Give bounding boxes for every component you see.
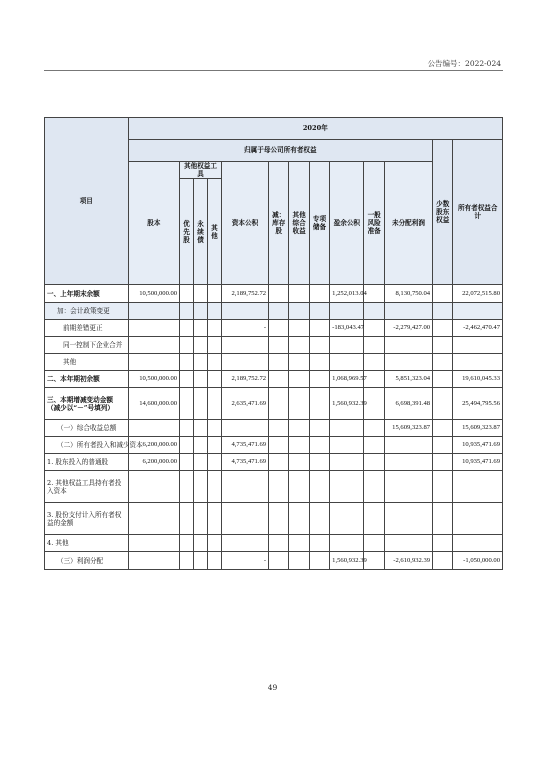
- header-surplus-reserve: 盈余公积: [330, 162, 364, 285]
- cell-minority: [433, 503, 453, 535]
- cell-treas: [269, 454, 289, 471]
- cell-minority: [433, 303, 453, 320]
- cell-share: [128, 420, 179, 437]
- cell-share: [128, 471, 179, 503]
- cell-special: [309, 303, 329, 320]
- cell-special: [309, 454, 329, 471]
- cell-perp: [194, 303, 208, 320]
- cell-perp: [194, 285, 208, 303]
- cell-surplus: [330, 503, 364, 535]
- cell-oci: [289, 354, 309, 371]
- cell-capres: -: [221, 320, 268, 337]
- cell-share: [128, 303, 179, 320]
- cell-treas: [269, 337, 289, 354]
- cell-pref: [180, 437, 194, 454]
- table-row: [45, 337, 503, 354]
- cell-other: [207, 454, 221, 471]
- cell-risk: [364, 471, 384, 503]
- cell-surplus: [330, 420, 364, 437]
- cell-surplus: 1,560,932.39: [330, 388, 364, 420]
- cell-pref: [180, 471, 194, 503]
- cell-total: [453, 535, 503, 552]
- cell-pref: [180, 337, 194, 354]
- cell-share: 10,500,000.00: [128, 285, 179, 303]
- cell-pref: [180, 371, 194, 388]
- cell-capres: [221, 354, 268, 371]
- cell-share: [128, 354, 179, 371]
- table-row: [45, 503, 503, 535]
- cell-oci: [289, 437, 309, 454]
- header-general-risk-reserve: 一般风险准备: [364, 162, 384, 285]
- cell-treas: [269, 320, 289, 337]
- cell-other: [207, 552, 221, 570]
- cell-capres: 2,635,471.69: [221, 388, 268, 420]
- cell-minority: [433, 388, 453, 420]
- cell-minority: [433, 420, 453, 437]
- cell-perp: [194, 454, 208, 471]
- cell-treas: [269, 471, 289, 503]
- table-row: [45, 471, 503, 503]
- cell-special: [309, 354, 329, 371]
- cell-perp: [194, 388, 208, 420]
- cell-risk: [364, 337, 384, 354]
- row-label: （三）利润分配: [45, 552, 129, 570]
- row-label: 二、本年期初余额: [45, 371, 129, 388]
- cell-special: [309, 552, 329, 570]
- row-label: 同一控制下企业合并: [45, 337, 129, 354]
- cell-minority: [433, 437, 453, 454]
- cell-undist: 8,130,750.04: [384, 285, 432, 303]
- row-label: （一）综合收益总额: [45, 420, 129, 437]
- cell-treas: [269, 371, 289, 388]
- cell-share: [128, 535, 179, 552]
- cell-undist: 5,851,323.04: [384, 371, 432, 388]
- cell-surplus: [330, 437, 364, 454]
- table-row: [45, 303, 503, 320]
- page-number: 49: [267, 683, 278, 692]
- cell-other: [207, 388, 221, 420]
- cell-other: [207, 337, 221, 354]
- cell-surplus: [330, 337, 364, 354]
- row-label: 2. 其他权益工具持有者投入资本: [45, 471, 129, 503]
- cell-other: [207, 320, 221, 337]
- header-capital-reserve: 资本公积: [221, 162, 268, 285]
- header-undistributed-profit: 未分配利润: [384, 162, 432, 285]
- row-label: 其他: [45, 354, 129, 371]
- cell-pref: [180, 420, 194, 437]
- table-row: [45, 388, 503, 420]
- cell-total: -1,050,000.00: [453, 552, 503, 570]
- cell-total: -2,462,470.47: [453, 320, 503, 337]
- cell-risk: [364, 535, 384, 552]
- cell-surplus: [330, 454, 364, 471]
- cell-total: 19,610,045.33: [453, 371, 503, 388]
- table-row: [45, 285, 503, 303]
- cell-capres: 2,189,752.72: [221, 285, 268, 303]
- cell-surplus: [330, 535, 364, 552]
- cell-undist: [384, 471, 432, 503]
- cell-capres: [221, 337, 268, 354]
- header-treasury-stock: 减：库存股: [269, 162, 289, 285]
- header-total-equity: 所有者权益合计: [453, 140, 503, 285]
- cell-risk: [364, 320, 384, 337]
- cell-minority: [433, 471, 453, 503]
- cell-special: [309, 437, 329, 454]
- row-label: （二）所有者投入和减少资本: [45, 437, 129, 454]
- cell-pref: [180, 285, 194, 303]
- cell-risk: [364, 285, 384, 303]
- cell-surplus: 1,068,969.57: [330, 371, 364, 388]
- cell-treas: [269, 420, 289, 437]
- cell-oci: [289, 303, 309, 320]
- cell-minority: [433, 535, 453, 552]
- cell-total: [453, 503, 503, 535]
- header-other-equity-tools: 其他权益工具: [180, 162, 222, 179]
- header-divider: [44, 70, 503, 71]
- cell-surplus: 1,560,932.39: [330, 552, 364, 570]
- cell-perp: [194, 471, 208, 503]
- table-row: [45, 437, 503, 454]
- cell-perp: [194, 337, 208, 354]
- header-perpetual-bond: 永续债: [194, 179, 208, 285]
- cell-undist: -2,610,932.39: [384, 552, 432, 570]
- cell-total: [453, 471, 503, 503]
- cell-pref: [180, 354, 194, 371]
- cell-minority: [433, 337, 453, 354]
- header-parent-equity: 归属于母公司所有者权益: [128, 140, 432, 162]
- cell-surplus: -183,043.47: [330, 320, 364, 337]
- cell-oci: [289, 454, 309, 471]
- cell-total: 10,935,471.69: [453, 437, 503, 454]
- cell-risk: [364, 354, 384, 371]
- cell-perp: [194, 503, 208, 535]
- row-label: 三、本期增减变动金额（减少以“－”号填列）: [45, 388, 129, 420]
- cell-surplus: [330, 471, 364, 503]
- cell-perp: [194, 320, 208, 337]
- cell-other: [207, 471, 221, 503]
- cell-total: 22,072,515.80: [453, 285, 503, 303]
- cell-special: [309, 320, 329, 337]
- cell-surplus: [330, 303, 364, 320]
- cell-other: [207, 437, 221, 454]
- cell-oci: [289, 337, 309, 354]
- cell-special: [309, 420, 329, 437]
- cell-treas: [269, 303, 289, 320]
- cell-oci: [289, 503, 309, 535]
- cell-risk: [364, 420, 384, 437]
- cell-special: [309, 535, 329, 552]
- cell-undist: 15,609,323.87: [384, 420, 432, 437]
- cell-special: [309, 337, 329, 354]
- cell-total: [453, 303, 503, 320]
- cell-capres: 2,189,752.72: [221, 371, 268, 388]
- cell-undist: [384, 437, 432, 454]
- header-year: 2020年: [128, 118, 502, 140]
- cell-oci: [289, 471, 309, 503]
- cell-undist: [384, 303, 432, 320]
- row-label: 前期差错更正: [45, 320, 129, 337]
- cell-other: [207, 354, 221, 371]
- cell-treas: [269, 388, 289, 420]
- table-row: [45, 320, 503, 337]
- cell-oci: [289, 388, 309, 420]
- cell-capres: [221, 535, 268, 552]
- cell-capres: [221, 471, 268, 503]
- cell-minority: [433, 552, 453, 570]
- cell-oci: [289, 420, 309, 437]
- cell-share: 10,500,000.00: [128, 371, 179, 388]
- cell-undist: -2,279,427.00: [384, 320, 432, 337]
- cell-share: [128, 552, 179, 570]
- cell-oci: [289, 552, 309, 570]
- cell-risk: [364, 388, 384, 420]
- cell-total: 25,494,795.56: [453, 388, 503, 420]
- cell-risk: [364, 552, 384, 570]
- cell-surplus: 1,252,013.04: [330, 285, 364, 303]
- cell-pref: [180, 320, 194, 337]
- cell-total: 15,609,323.87: [453, 420, 503, 437]
- cell-undist: [384, 535, 432, 552]
- table-row: [45, 535, 503, 552]
- cell-special: [309, 503, 329, 535]
- cell-risk: [364, 503, 384, 535]
- cell-capres: 4,735,471.69: [221, 437, 268, 454]
- cell-capres: [221, 303, 268, 320]
- cell-total: 10,935,471.69: [453, 454, 503, 471]
- cell-other: [207, 420, 221, 437]
- cell-other: [207, 285, 221, 303]
- cell-perp: [194, 420, 208, 437]
- header-special-reserve: 专项储备: [309, 162, 329, 285]
- cell-share: 6,200,000.00: [128, 437, 179, 454]
- cell-share: 14,600,000.00: [128, 388, 179, 420]
- row-label: 3. 股份支付计入所有者权益的金额: [45, 503, 129, 535]
- cell-risk: [364, 454, 384, 471]
- cell-treas: [269, 535, 289, 552]
- cell-pref: [180, 535, 194, 552]
- cell-undist: [384, 503, 432, 535]
- cell-pref: [180, 303, 194, 320]
- header-oci: 其他综合收益: [289, 162, 309, 285]
- table-row: [45, 420, 503, 437]
- cell-perp: [194, 552, 208, 570]
- cell-special: [309, 388, 329, 420]
- cell-pref: [180, 454, 194, 471]
- table-row: [45, 552, 503, 570]
- cell-surplus: [330, 354, 364, 371]
- cell-minority: [433, 371, 453, 388]
- cell-undist: 6,698,391.48: [384, 388, 432, 420]
- cell-pref: [180, 503, 194, 535]
- cell-other: [207, 503, 221, 535]
- cell-other: [207, 535, 221, 552]
- cell-minority: [433, 320, 453, 337]
- cell-capres: -: [221, 552, 268, 570]
- cell-perp: [194, 354, 208, 371]
- header-share-capital: 股本: [128, 162, 179, 285]
- cell-treas: [269, 285, 289, 303]
- cell-share: 6,200,000.00: [128, 454, 179, 471]
- table-row: [45, 354, 503, 371]
- table-row: [45, 371, 503, 388]
- equity-change-table: [44, 117, 503, 570]
- cell-special: [309, 471, 329, 503]
- cell-perp: [194, 437, 208, 454]
- header-other-tools: 其他: [207, 179, 221, 285]
- row-label: 1. 股东投入的普通股: [45, 454, 129, 471]
- cell-treas: [269, 503, 289, 535]
- announcement-code: 公告编号：2022-024: [427, 59, 501, 68]
- cell-oci: [289, 285, 309, 303]
- cell-risk: [364, 437, 384, 454]
- cell-pref: [180, 388, 194, 420]
- cell-oci: [289, 535, 309, 552]
- row-label: 4. 其他: [45, 535, 129, 552]
- cell-treas: [269, 437, 289, 454]
- table-row: [45, 454, 503, 471]
- cell-capres: [221, 420, 268, 437]
- cell-undist: [384, 454, 432, 471]
- cell-treas: [269, 552, 289, 570]
- cell-minority: [433, 354, 453, 371]
- cell-capres: [221, 503, 268, 535]
- cell-minority: [433, 454, 453, 471]
- header-minority-interest: 少数股东权益: [433, 140, 453, 285]
- cell-other: [207, 303, 221, 320]
- cell-share: [128, 503, 179, 535]
- cell-undist: [384, 354, 432, 371]
- cell-minority: [433, 285, 453, 303]
- cell-total: [453, 354, 503, 371]
- cell-perp: [194, 371, 208, 388]
- cell-oci: [289, 320, 309, 337]
- cell-special: [309, 371, 329, 388]
- cell-total: [453, 337, 503, 354]
- row-label: 加：会计政策变更: [45, 303, 129, 320]
- cell-perp: [194, 535, 208, 552]
- cell-special: [309, 285, 329, 303]
- row-label: 一、上年期末余额: [45, 285, 129, 303]
- cell-share: [128, 337, 179, 354]
- cell-oci: [289, 371, 309, 388]
- cell-risk: [364, 371, 384, 388]
- cell-share: [128, 320, 179, 337]
- header-project: 项目: [45, 118, 129, 285]
- cell-capres: 4,735,471.69: [221, 454, 268, 471]
- header-preferred-stock: 优先股: [180, 179, 194, 285]
- cell-undist: [384, 337, 432, 354]
- cell-pref: [180, 552, 194, 570]
- cell-treas: [269, 354, 289, 371]
- cell-other: [207, 371, 221, 388]
- cell-risk: [364, 303, 384, 320]
